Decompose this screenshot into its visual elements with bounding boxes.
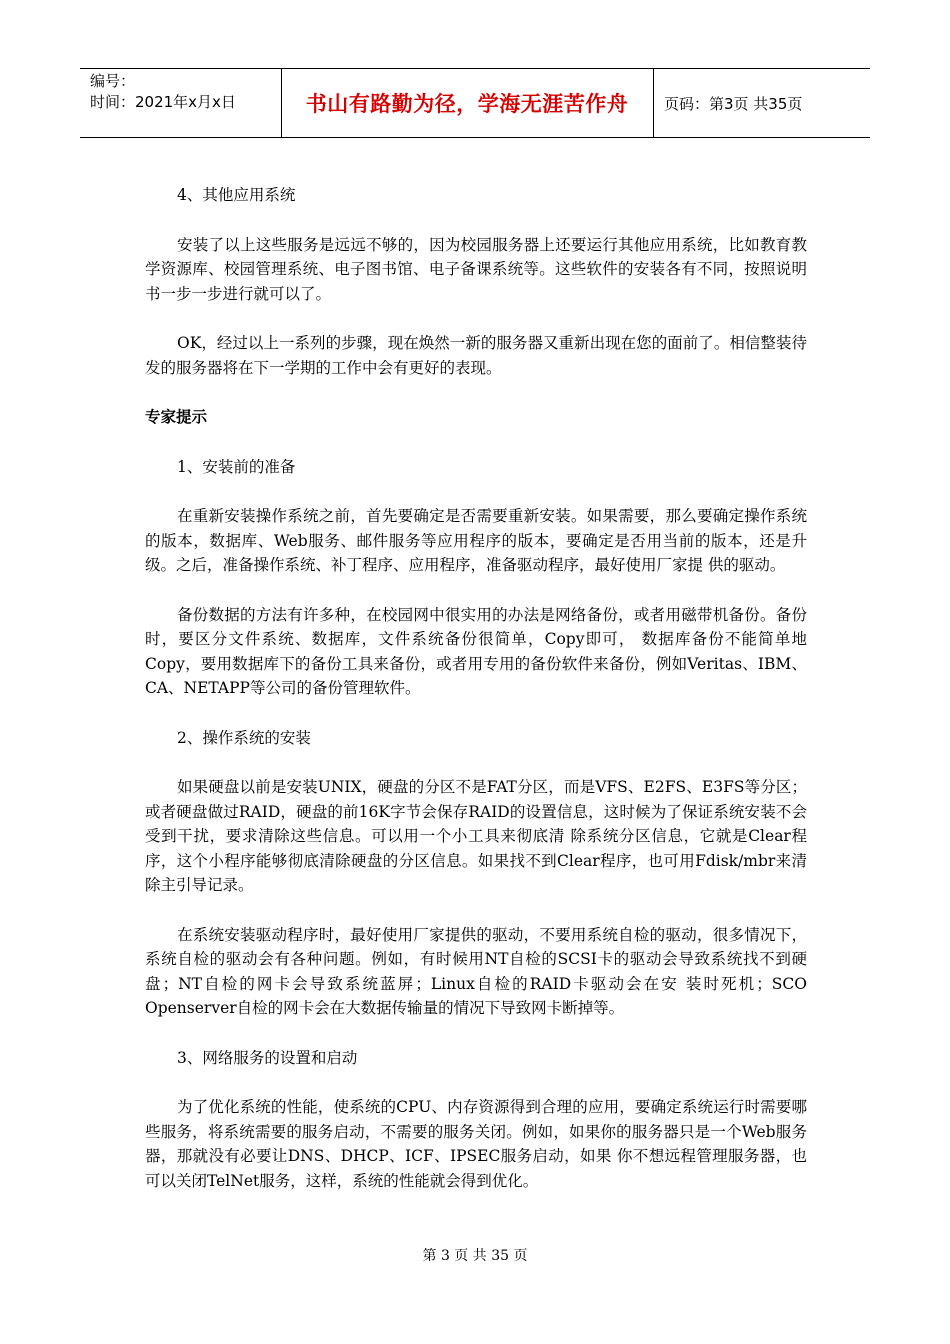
- paragraph: 备份数据的方法有许多种，在校园网中很实用的办法是网络备份，或者用磁带机备份。备份时，要区分文件系统、数据库，文件系统备份很简单，Copy即可， 数据库备份不能简单地Copy，要用数据库下的备份工具来备份，或者用专用的备份软件来备份，例如Veritas、IBM、CA、NETAPP等公司的备份管理软件。: [145, 605, 807, 697]
- paragraph: OK，经过以上一系列的步骤，现在焕然一新的服务器又重新出现在您的面前了。相信整装待发的服务器将在下一学期的工作中会有更好的表现。: [145, 334, 807, 377]
- header-page-info: 页码：第3页 共35页: [664, 94, 803, 113]
- paragraph: 为了优化系统的性能，使系统的CPU、内存资源得到合理的应用，要确定系统运行时需要哪些服务，将系统需要的服务启动，不需要的服务关闭。例如，如果你的服务器只是一个Web服务器，那就没有必要让DNS、DHCP、ICF、IPSEC服务启动，如果 你不想远程管理服务器，也可以关闭TelNet服务，这样，系统的性能就会得到优化。: [145, 1098, 807, 1190]
- header-number-label: 编号：: [90, 72, 136, 90]
- paragraph: 安装了以上这些服务是远远不够的，因为校园服务器上还要运行其他应用系统，比如教育教学资源库、校园管理系统、电子图书馆、电子备课系统等。这些软件的安装各有不同，按照说明书一步一步进行就可以了。: [145, 235, 807, 303]
- header-divider-right: [653, 69, 654, 137]
- section-heading-preparation: 1、安装前的准备: [177, 457, 296, 476]
- section-heading-other-apps: 4、其他应用系统: [177, 186, 296, 204]
- section-heading-network-services: 3、网络服务的设置和启动: [177, 1048, 358, 1067]
- document-body: [145, 183, 807, 1218]
- page-header: [80, 68, 870, 138]
- header-meta: [80, 69, 280, 137]
- expert-tips-heading: 专家提示: [145, 408, 208, 426]
- paragraph: 在系统安装驱动程序时，最好使用厂家提供的驱动，不要用系统自检的驱动，很多情况下，系统自检的驱动会有各种问题。例如，有时候用NT自检的SCSI卡的驱动会导致系统找不到硬盘；NT自检的网卡会导致系统蓝屏；Linux自检的RAID卡驱动会在安 装时死机；SCO Openserver自检的网卡会在大数据传输量的情况下导致网卡断掉等。: [145, 925, 807, 1017]
- paragraph: 如果硬盘以前是安装UNIX，硬盘的分区不是FAT分区，而是VFS、E2FS、E3FS等分区；或者硬盘做过RAID，硬盘的前16K字节会保存RAID的设置信息，这时候为了保证系统安装不会受到干扰，要求清除这些信息。可以用一个小工具来彻底清 除系统分区信息，它就是Clear程序，这个小程序能够彻底清除硬盘的分区信息。如果找不到Clear程序，也可用Fdisk/mbr来清除主引导记录。: [145, 778, 807, 894]
- section-heading-os-install: 2、操作系统的安装: [177, 728, 311, 747]
- paragraph: 在重新安装操作系统之前，首先要确定是否需要重新安装。如果需要，那么要确定操作系统的版本，数据库、Web服务、邮件服务等应用程序的版本，要确定是否用当前的版本，还是升级。之后，准备操作系统、补丁程序、应用程序，准备驱动程序，最好使用厂家提 供的驱动。: [145, 507, 807, 574]
- page-footer: 第 3 页 共 35 页: [422, 1248, 528, 1264]
- header-time-label: 时间：2021年x月x日: [90, 93, 236, 111]
- header-motto: 书山有路勤为径，学海无涯苦作舟: [305, 92, 629, 116]
